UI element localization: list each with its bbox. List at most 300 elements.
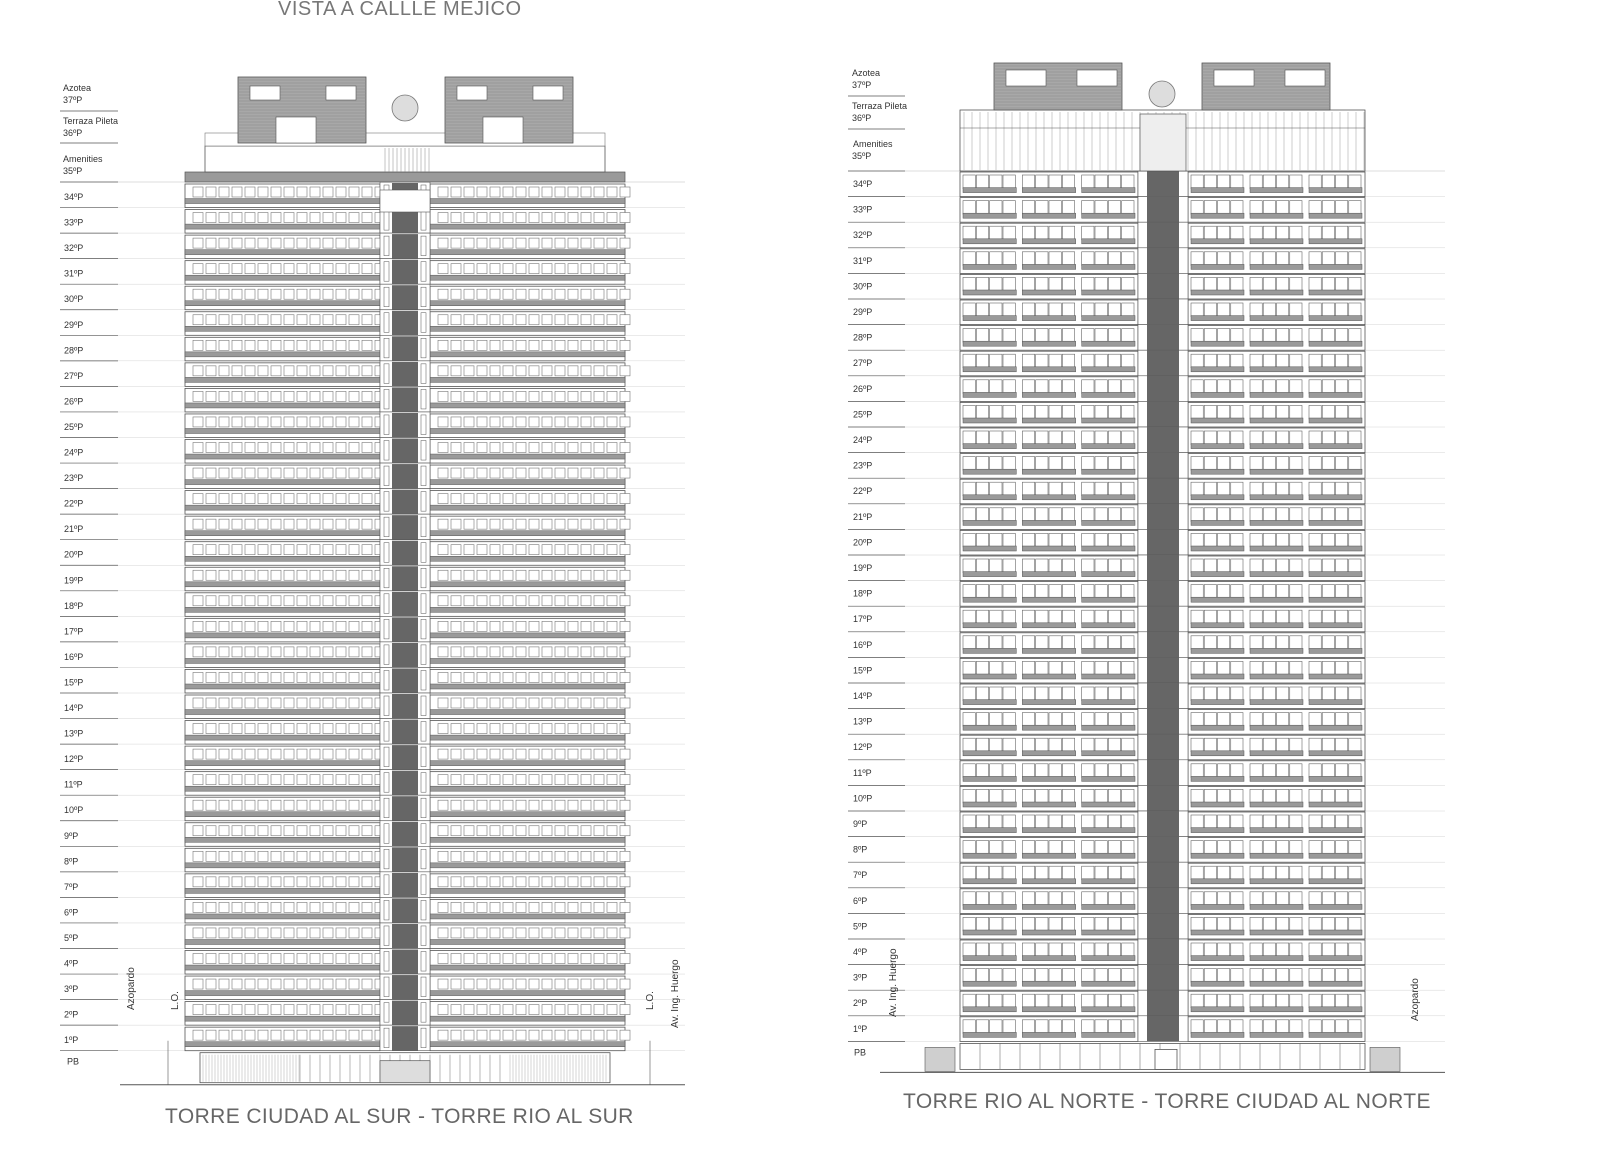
window (1062, 457, 1074, 471)
window (1108, 687, 1120, 701)
window (1062, 508, 1074, 522)
balcony-rail (1082, 418, 1135, 423)
window (963, 892, 975, 906)
window (1022, 585, 1034, 599)
window (1336, 380, 1348, 394)
balcony-rail (1022, 930, 1075, 935)
balcony-rail (963, 802, 1016, 807)
window (990, 738, 1002, 752)
window (1108, 457, 1120, 471)
window (1290, 866, 1302, 880)
window (1309, 252, 1321, 266)
window (1218, 661, 1230, 675)
window (1263, 559, 1275, 573)
window (1036, 917, 1048, 931)
window (1322, 636, 1334, 650)
window (1022, 226, 1034, 240)
window (1191, 329, 1203, 343)
balcony-rail (1082, 853, 1135, 858)
window (1003, 226, 1015, 240)
balcony-rail (1309, 853, 1362, 858)
window (1218, 841, 1230, 855)
window (1191, 994, 1203, 1008)
window (1122, 841, 1134, 855)
window (1108, 789, 1120, 803)
window (976, 1020, 988, 1034)
window (963, 841, 975, 855)
window (1250, 252, 1262, 266)
balcony-rail (1082, 623, 1135, 628)
balcony-rail (1022, 392, 1075, 397)
window (990, 303, 1002, 317)
window (1277, 226, 1289, 240)
window (990, 482, 1002, 496)
core-stripe (1147, 555, 1179, 581)
balcony-rail (1250, 418, 1303, 423)
window (1218, 252, 1230, 266)
level-label: 19ºP (853, 563, 873, 573)
balcony-rail (1191, 853, 1244, 858)
balcony-rail (963, 776, 1016, 781)
window (1204, 815, 1216, 829)
balcony-rail (963, 1032, 1016, 1037)
window (1322, 303, 1334, 317)
balcony-rail (1022, 700, 1075, 705)
window (1122, 585, 1134, 599)
level-label: 34ºP (853, 179, 873, 189)
window (990, 661, 1002, 675)
balcony-rail (1082, 879, 1135, 884)
window (1122, 380, 1134, 394)
window (1095, 943, 1107, 957)
window (1336, 789, 1348, 803)
window (1082, 713, 1094, 727)
window (1263, 815, 1275, 829)
window (1062, 354, 1074, 368)
window (1036, 994, 1048, 1008)
balcony-rail (1082, 981, 1135, 986)
balcony-rail (1191, 1032, 1244, 1037)
window (1250, 457, 1262, 471)
balcony-rail (1191, 367, 1244, 372)
balcony-rail (1250, 700, 1303, 705)
window (1108, 866, 1120, 880)
window (1322, 1020, 1334, 1034)
window (1049, 585, 1061, 599)
window (1204, 457, 1216, 471)
window (1122, 892, 1134, 906)
window (963, 277, 975, 291)
balcony-rail (1082, 546, 1135, 551)
window (1322, 866, 1334, 880)
window (1336, 610, 1348, 624)
balcony-rail (1309, 904, 1362, 909)
balcony-rail (1309, 290, 1362, 295)
balcony-rail (1309, 546, 1362, 551)
window (1349, 917, 1361, 931)
window (1218, 380, 1230, 394)
window (1082, 917, 1094, 931)
window (1022, 482, 1034, 496)
core-stripe (1147, 325, 1179, 351)
window (1336, 841, 1348, 855)
window (976, 917, 988, 931)
level-label: 6ºP (64, 907, 79, 918)
window (1108, 738, 1120, 752)
level-label: PB (854, 1047, 867, 1058)
window (1349, 661, 1361, 675)
window (1036, 866, 1048, 880)
window (1122, 303, 1134, 317)
balcony-rail (1309, 572, 1362, 577)
window (990, 917, 1002, 931)
window (1095, 636, 1107, 650)
balcony-rail (1022, 904, 1075, 909)
window (1204, 559, 1216, 573)
core-stripe (1147, 939, 1179, 965)
window (1022, 508, 1034, 522)
window (1322, 405, 1334, 419)
balcony-rail (1250, 392, 1303, 397)
window (1309, 738, 1321, 752)
window (1082, 508, 1094, 522)
window (1309, 841, 1321, 855)
window (1095, 303, 1107, 317)
window (1049, 636, 1061, 650)
balcony-rail (1191, 879, 1244, 884)
core-stripe (1147, 478, 1179, 504)
window (1082, 175, 1094, 189)
balcony-rail (1191, 444, 1244, 449)
window (1022, 841, 1034, 855)
balcony-rail (1022, 1007, 1075, 1012)
window (1095, 354, 1107, 368)
window (1062, 764, 1074, 778)
window (1062, 329, 1074, 343)
window (963, 866, 975, 880)
window (1049, 610, 1061, 624)
window (1003, 764, 1015, 778)
window (1336, 508, 1348, 522)
window (1277, 687, 1289, 701)
window (1218, 585, 1230, 599)
core-stripe (1147, 427, 1179, 453)
window (990, 1020, 1002, 1034)
window (1003, 380, 1015, 394)
window (1049, 252, 1061, 266)
window (1322, 917, 1334, 931)
balcony-rail (1309, 367, 1362, 372)
balcony-rail (1309, 725, 1362, 730)
window (1049, 277, 1061, 291)
window (1082, 559, 1094, 573)
level-label: 12ºP (64, 754, 84, 765)
balcony-rail (1250, 853, 1303, 858)
window (1062, 482, 1074, 496)
window (963, 482, 975, 496)
window (1062, 175, 1074, 189)
balcony-rail (963, 520, 1016, 525)
window (1349, 329, 1361, 343)
level-label: 36ºP (63, 128, 83, 138)
level-label: 1ºP (64, 1035, 79, 1046)
window (1250, 713, 1262, 727)
level-label: 22ºP (64, 498, 84, 509)
window (1218, 482, 1230, 496)
window (1277, 303, 1289, 317)
balcony-rail (963, 597, 1016, 602)
window (1036, 892, 1048, 906)
level-label: 26ºP (853, 383, 873, 394)
window (1022, 559, 1034, 573)
window (1049, 866, 1061, 880)
window (1250, 687, 1262, 701)
window (1204, 252, 1216, 266)
balcony-rail (1082, 1007, 1135, 1012)
balcony-rail (1309, 444, 1362, 449)
window (1218, 892, 1230, 906)
window (963, 764, 975, 778)
window (1309, 201, 1321, 215)
window (1250, 610, 1262, 624)
balcony-rail (1082, 700, 1135, 705)
window (1290, 789, 1302, 803)
core-stripe (1147, 606, 1179, 632)
window (1349, 201, 1361, 215)
window (1309, 994, 1321, 1008)
window (1049, 764, 1061, 778)
window (1336, 866, 1348, 880)
window (963, 610, 975, 624)
window (1250, 201, 1262, 215)
balcony-rail (963, 367, 1016, 372)
window (990, 175, 1002, 189)
window (1022, 789, 1034, 803)
balcony-rail (1309, 239, 1362, 244)
window (1349, 175, 1361, 189)
window (1263, 994, 1275, 1008)
window (1204, 892, 1216, 906)
window (1231, 482, 1243, 496)
window (1218, 994, 1230, 1008)
balcony-rail (1309, 264, 1362, 269)
window (1250, 585, 1262, 599)
balcony-rail (1022, 469, 1075, 474)
window (1290, 610, 1302, 624)
window (1036, 585, 1048, 599)
core-stripe (1147, 888, 1179, 914)
level-label: 35ºP (852, 151, 872, 161)
window (1349, 585, 1361, 599)
window (1309, 1020, 1321, 1034)
level-label: 7ºP (853, 870, 868, 881)
window (963, 354, 975, 368)
window (1095, 866, 1107, 880)
window (1062, 380, 1074, 394)
window (976, 994, 988, 1008)
window (976, 636, 988, 650)
core-stripe (1147, 350, 1179, 376)
window (1349, 841, 1361, 855)
level-label: 15ºP (853, 665, 873, 676)
balcony-rail (1250, 444, 1303, 449)
window (1036, 610, 1048, 624)
window (1336, 917, 1348, 931)
window (963, 713, 975, 727)
window (1036, 533, 1048, 547)
window (1036, 841, 1048, 855)
window (1231, 175, 1243, 189)
window (1191, 226, 1203, 240)
window (1003, 789, 1015, 803)
window (1218, 815, 1230, 829)
window (976, 226, 988, 240)
window (1277, 201, 1289, 215)
window (963, 636, 975, 650)
window (1336, 687, 1348, 701)
window (1309, 585, 1321, 599)
balcony-rail (1191, 597, 1244, 602)
balcony-rail (1022, 213, 1075, 218)
window (1022, 764, 1034, 778)
window (1290, 994, 1302, 1008)
balcony-rail (1082, 495, 1135, 500)
window (1062, 866, 1074, 880)
balcony-rail (1309, 751, 1362, 756)
window (1218, 1020, 1230, 1034)
window (1204, 533, 1216, 547)
window (1231, 329, 1243, 343)
balcony-rail (1309, 828, 1362, 833)
window (1204, 226, 1216, 240)
window (1022, 943, 1034, 957)
window (1290, 252, 1302, 266)
balcony-rail (1309, 700, 1362, 705)
level-label: 13ºP (64, 728, 84, 739)
level-label: Amenities (853, 139, 893, 149)
window (1062, 585, 1074, 599)
balcony-rail (1250, 264, 1303, 269)
window (963, 815, 975, 829)
window (1290, 892, 1302, 906)
window (990, 405, 1002, 419)
window (1277, 866, 1289, 880)
balcony-rail (1022, 956, 1075, 961)
balcony-rail (1191, 802, 1244, 807)
balcony-rail (963, 264, 1016, 269)
core-stripe (1147, 581, 1179, 607)
window (1095, 431, 1107, 445)
balcony-rail (1309, 1032, 1362, 1037)
window (1108, 533, 1120, 547)
window (1250, 354, 1262, 368)
window (1263, 969, 1275, 983)
window (1218, 277, 1230, 291)
window (1231, 380, 1243, 394)
window (1290, 482, 1302, 496)
window (1049, 329, 1061, 343)
window (1036, 354, 1048, 368)
balcony-rail (1022, 674, 1075, 679)
window (1263, 687, 1275, 701)
window (990, 533, 1002, 547)
balcony-rail (1082, 648, 1135, 653)
window (1095, 841, 1107, 855)
window (1263, 354, 1275, 368)
window (1191, 277, 1203, 291)
window (1082, 610, 1094, 624)
window (1036, 815, 1048, 829)
rooftop-vent (1214, 70, 1254, 86)
window (1049, 815, 1061, 829)
balcony-rail (1250, 572, 1303, 577)
window (1036, 713, 1048, 727)
level-label: 32ºP (64, 243, 84, 254)
window (1231, 713, 1243, 727)
core-stripe (1147, 760, 1179, 786)
balcony-rail (1191, 188, 1244, 193)
window (1231, 585, 1243, 599)
window (1204, 636, 1216, 650)
window (963, 175, 975, 189)
balcony-rail (1191, 700, 1244, 705)
core-stripe (1147, 837, 1179, 863)
window (1022, 917, 1034, 931)
window (1309, 303, 1321, 317)
window (963, 508, 975, 522)
window (1204, 1020, 1216, 1034)
window (1122, 815, 1134, 829)
level-label: 28ºP (853, 332, 873, 343)
balcony-rail (963, 188, 1016, 193)
window (1349, 610, 1361, 624)
window (1036, 943, 1048, 957)
window (1250, 661, 1262, 675)
balcony-rail (1082, 444, 1135, 449)
window (1036, 277, 1048, 291)
window (1322, 738, 1334, 752)
core-stripe (1147, 709, 1179, 735)
window (1191, 661, 1203, 675)
window (1036, 175, 1048, 189)
window (990, 201, 1002, 215)
balcony-rail (1191, 981, 1244, 986)
window (1204, 354, 1216, 368)
window (1277, 789, 1289, 803)
window (1231, 354, 1243, 368)
window (1349, 354, 1361, 368)
window (1003, 252, 1015, 266)
window (976, 277, 988, 291)
balcony-rail (1191, 648, 1244, 653)
balcony-rail (1022, 444, 1075, 449)
window (1309, 866, 1321, 880)
street-label: Azopardo (1410, 978, 1421, 1021)
window (1204, 175, 1216, 189)
window (1022, 252, 1034, 266)
window (1263, 252, 1275, 266)
level-label: 14ºP (853, 691, 873, 701)
window (1095, 559, 1107, 573)
balcony-rail (1250, 213, 1303, 218)
window (1322, 969, 1334, 983)
window (1349, 738, 1361, 752)
window (1263, 175, 1275, 189)
window (1290, 1020, 1302, 1034)
window (1191, 405, 1203, 419)
level-label: 23ºP (64, 473, 84, 484)
window (1049, 1020, 1061, 1034)
